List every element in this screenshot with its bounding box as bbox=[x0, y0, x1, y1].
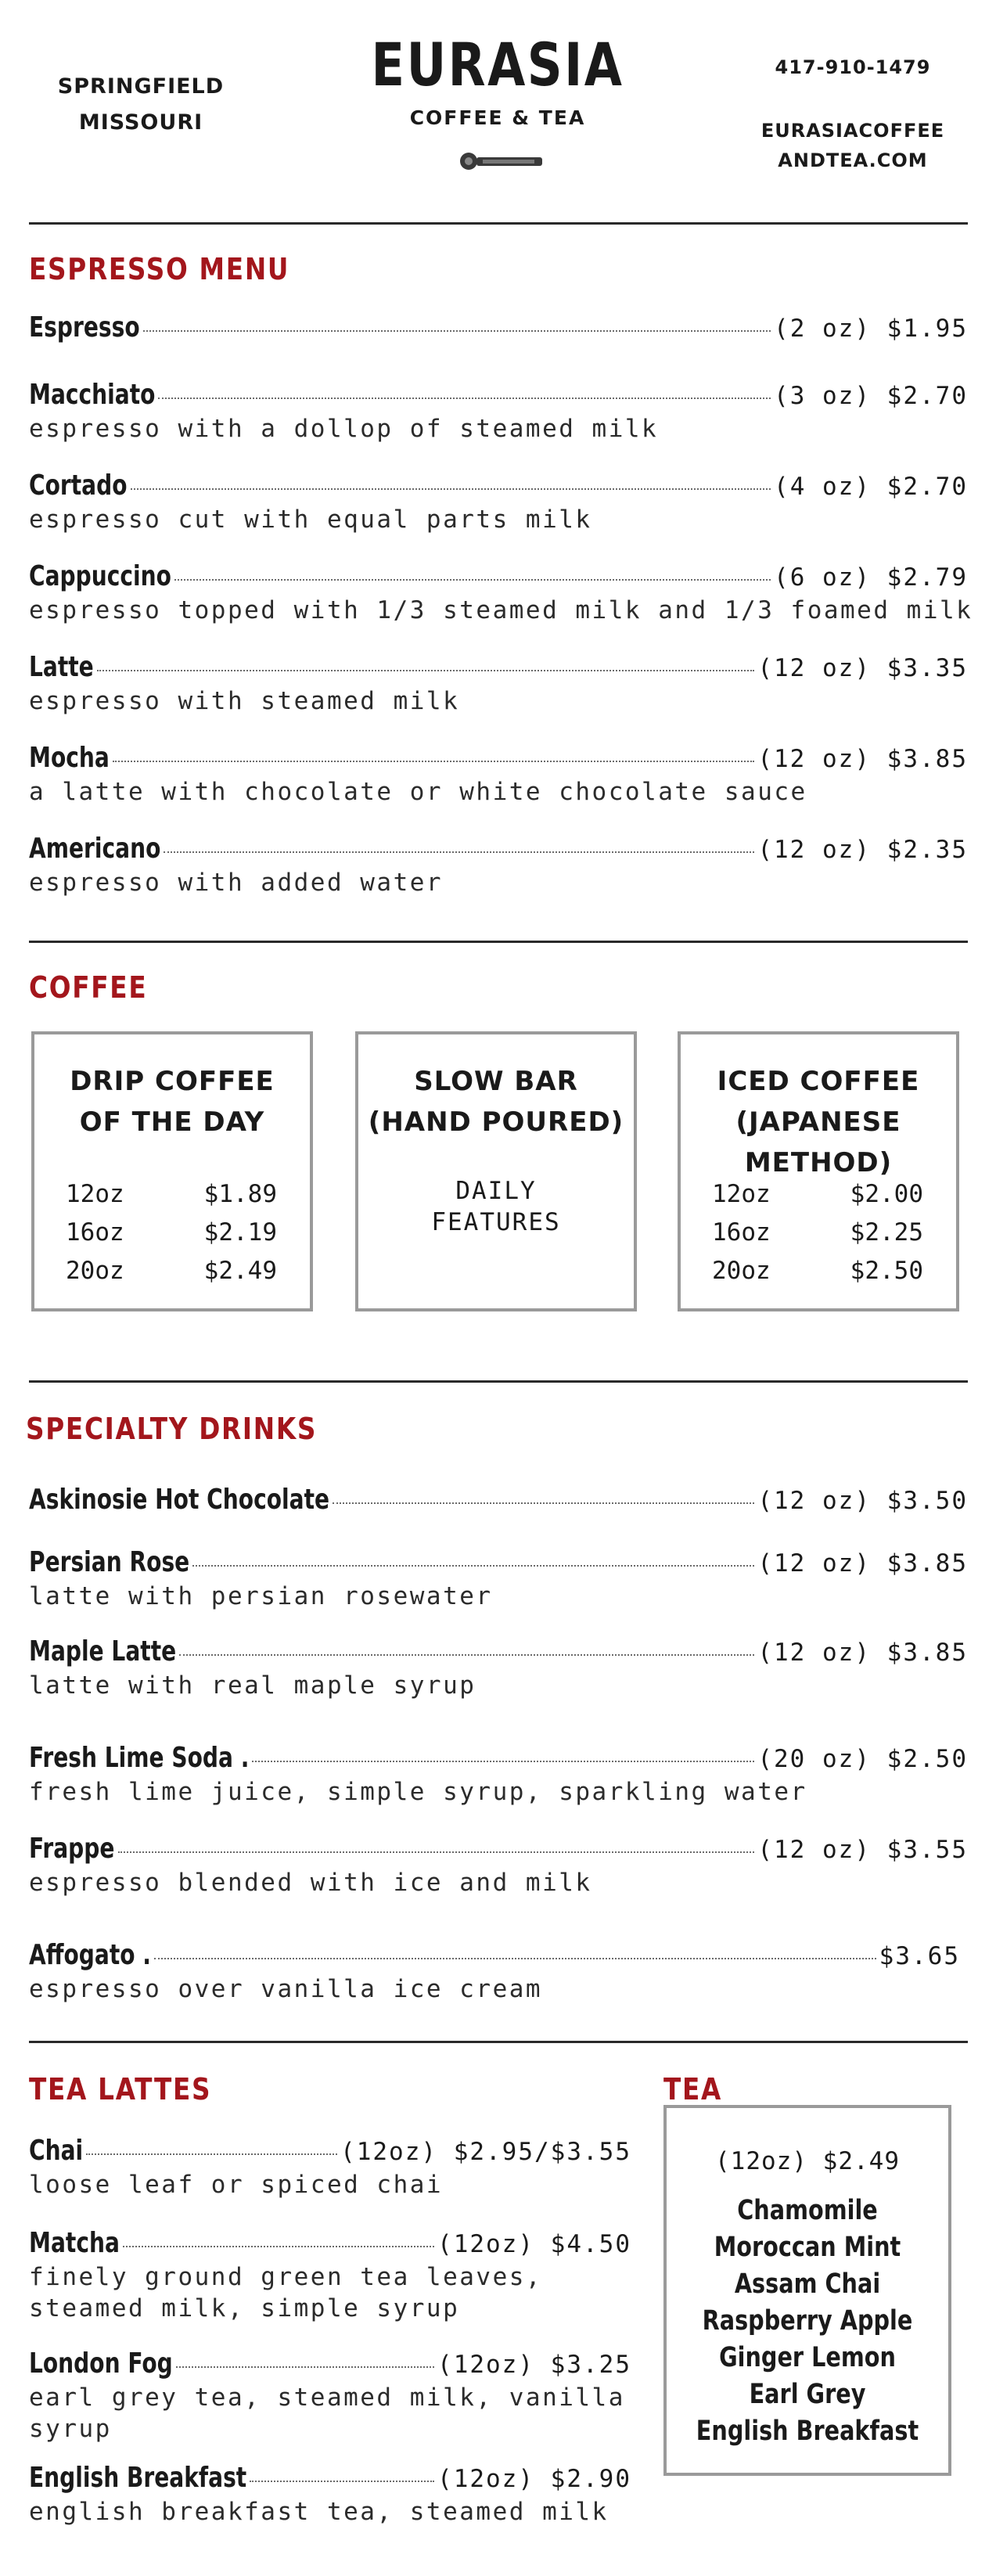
website bbox=[751, 116, 955, 175]
item-name: London Fog bbox=[29, 2348, 173, 2380]
menu-item bbox=[29, 311, 968, 346]
phone-number: 417-910-1479 bbox=[775, 56, 931, 78]
item-name: Chai bbox=[29, 2135, 84, 2167]
item-description: espresso with steamed milk bbox=[29, 687, 460, 715]
menu-item bbox=[29, 651, 968, 717]
slow-title-line2: (HAND POURED) bbox=[368, 1106, 624, 1138]
menu-item bbox=[29, 2227, 631, 2324]
divider bbox=[29, 1380, 968, 1383]
size-label: 12oz bbox=[712, 1180, 771, 1208]
item-name: English Breakfast bbox=[29, 2462, 247, 2494]
feature-line2: FEATURES bbox=[431, 1208, 561, 1236]
item-price: (4 oz) $2.70 bbox=[774, 473, 968, 501]
item-price: (20 oz) $2.50 bbox=[757, 1745, 968, 1773]
tea-variety: Assam Chai bbox=[734, 2268, 881, 2300]
menu-item bbox=[29, 833, 968, 898]
website-line2: ANDTEA.COM bbox=[778, 149, 928, 171]
item-price: (2 oz) $1.95 bbox=[774, 315, 968, 343]
item-name: Cappuccino bbox=[29, 560, 171, 592]
item-price: (12 oz) $3.50 bbox=[757, 1487, 968, 1515]
item-name: Macchiato bbox=[29, 379, 156, 411]
tea-lattes-section-title: TEA LATTES bbox=[29, 2072, 212, 2106]
feature-line1: DAILY bbox=[455, 1177, 537, 1205]
item-price: (12 oz) $3.85 bbox=[757, 1549, 968, 1578]
item-description: espresso cut with equal parts milk bbox=[29, 505, 592, 534]
size-price: $2.25 bbox=[850, 1218, 923, 1247]
item-name: Cortado bbox=[29, 470, 128, 502]
item-description: a latte with chocolate or white chocolate sauce bbox=[29, 778, 807, 806]
menu-item bbox=[29, 470, 968, 535]
price-row bbox=[66, 1214, 286, 1252]
item-name: Matcha bbox=[29, 2227, 120, 2259]
item-description: espresso topped with 1/3 steamed milk and 1/3 foamed milk bbox=[29, 596, 973, 624]
price-row bbox=[712, 1214, 933, 1252]
menu-item bbox=[29, 2135, 631, 2200]
location bbox=[47, 69, 235, 141]
size-price: $2.00 bbox=[850, 1180, 923, 1208]
tea-variety: English Breakfast bbox=[696, 2416, 919, 2447]
menu-item bbox=[29, 1635, 968, 1701]
location-state: MISSOURI bbox=[78, 110, 203, 135]
drip-title-line2: OF THE DAY bbox=[79, 1106, 265, 1138]
item-name: Askinosie Hot Chocolate bbox=[29, 1484, 330, 1516]
iced-title-line1: ICED COFFEE bbox=[717, 1066, 920, 1097]
size-label: 16oz bbox=[66, 1218, 124, 1247]
brand-subtitle: COFFEE & TEA bbox=[409, 106, 586, 129]
menu-item bbox=[29, 2348, 631, 2445]
iced-coffee-box bbox=[678, 1031, 959, 1311]
divider bbox=[29, 2041, 968, 2043]
tea-section-title: TEA bbox=[663, 2072, 723, 2106]
item-price: (12oz) $2.90 bbox=[437, 2465, 631, 2493]
item-price: (12 oz) $3.85 bbox=[757, 745, 968, 773]
item-name: Americano bbox=[29, 833, 161, 865]
drip-title-line1: DRIP COFFEE bbox=[70, 1066, 275, 1097]
item-description: finely ground green tea leaves, bbox=[29, 2263, 543, 2291]
menu-item bbox=[29, 1546, 968, 1612]
item-description: latte with real maple syrup bbox=[29, 1671, 476, 1700]
menu-item bbox=[29, 742, 968, 808]
menu-item bbox=[29, 379, 968, 444]
menu-item bbox=[29, 2462, 631, 2527]
item-description-cont: steamed milk, simple syrup bbox=[29, 2294, 460, 2322]
item-price: (12oz) $4.50 bbox=[437, 2230, 631, 2258]
coffee-section-title: COFFEE bbox=[29, 970, 148, 1005]
menu-item bbox=[29, 1484, 968, 1518]
item-name: Affogato . bbox=[29, 1939, 151, 1971]
item-price: $3.65 bbox=[879, 1942, 960, 1970]
item-name: Frappe bbox=[29, 1833, 115, 1865]
size-label: 20oz bbox=[66, 1257, 124, 1285]
item-description: espresso with added water bbox=[29, 869, 444, 897]
espresso-section-title: ESPRESSO MENU bbox=[29, 252, 290, 286]
menu-item bbox=[29, 1742, 968, 1808]
tea-variety: Moroccan Mint bbox=[714, 2232, 901, 2263]
size-label: 12oz bbox=[66, 1180, 124, 1208]
menu-item bbox=[29, 1939, 960, 2005]
price-row bbox=[712, 1175, 933, 1214]
item-description: espresso with a dollop of steamed milk bbox=[29, 415, 659, 443]
size-price: $2.50 bbox=[850, 1257, 923, 1285]
item-name: Espresso bbox=[29, 311, 140, 344]
slow-title-line1: SLOW BAR bbox=[414, 1066, 578, 1097]
tea-variety: Chamomile bbox=[737, 2195, 878, 2226]
logo-icon bbox=[458, 150, 545, 172]
item-description: latte with persian rosewater bbox=[29, 1582, 493, 1610]
item-price: (6 oz) $2.79 bbox=[774, 563, 968, 592]
size-price: $2.49 bbox=[203, 1257, 277, 1285]
tea-box bbox=[663, 2105, 951, 2476]
item-description: espresso blended with ice and milk bbox=[29, 1869, 592, 1897]
item-price: (12 oz) $3.85 bbox=[757, 1639, 968, 1667]
item-price: (12 oz) $2.35 bbox=[757, 836, 968, 864]
specialty-section-title: SPECIALTY DRINKS bbox=[26, 1412, 318, 1446]
divider bbox=[29, 941, 968, 943]
location-city: SPRINGFIELD bbox=[57, 74, 225, 99]
size-label: 20oz bbox=[712, 1257, 771, 1285]
brand-name: EURASIA bbox=[371, 30, 624, 99]
size-price: $2.19 bbox=[203, 1218, 277, 1247]
item-name: Fresh Lime Soda . bbox=[29, 1742, 250, 1774]
item-price: (3 oz) $2.70 bbox=[774, 382, 968, 410]
item-name: Latte bbox=[29, 651, 94, 683]
slow-bar-box bbox=[355, 1031, 637, 1311]
tea-variety: Earl Grey bbox=[749, 2379, 866, 2410]
item-description: espresso over vanilla ice cream bbox=[29, 1975, 543, 2003]
menu-item bbox=[29, 1833, 968, 1898]
divider bbox=[29, 222, 968, 225]
price-row bbox=[66, 1252, 286, 1290]
tea-list bbox=[667, 2193, 948, 2450]
item-price: (12oz) $2.95/$3.55 bbox=[340, 2138, 631, 2166]
size-price: $1.89 bbox=[203, 1180, 277, 1208]
item-price: (12 oz) $3.35 bbox=[757, 654, 968, 682]
iced-title-line2: (JAPANESE METHOD) bbox=[735, 1106, 901, 1178]
item-description: fresh lime juice, simple syrup, sparkling water bbox=[29, 1778, 807, 1806]
item-description: english breakfast tea, steamed milk bbox=[29, 2498, 609, 2526]
item-name: Mocha bbox=[29, 742, 110, 774]
item-description: loose leaf or spiced chai bbox=[29, 2171, 444, 2199]
item-description: earl grey tea, steamed milk, vanilla bbox=[29, 2384, 625, 2412]
price-row bbox=[712, 1252, 933, 1290]
tea-price: (12oz) $2.49 bbox=[715, 2147, 900, 2175]
website-line1: EURASIACOFFEE bbox=[760, 120, 945, 142]
price-row bbox=[66, 1175, 286, 1214]
size-label: 16oz bbox=[712, 1218, 771, 1247]
tea-variety: Ginger Lemon bbox=[719, 2342, 896, 2373]
item-name: Persian Rose bbox=[29, 1546, 190, 1578]
item-description-cont: syrup bbox=[29, 2415, 112, 2443]
item-name: Maple Latte bbox=[29, 1635, 177, 1668]
tea-variety: Raspberry Apple bbox=[702, 2305, 913, 2337]
item-price: (12 oz) $3.55 bbox=[757, 1836, 968, 1864]
menu-item bbox=[29, 560, 973, 626]
drip-coffee-box bbox=[31, 1031, 313, 1311]
item-price: (12oz) $3.25 bbox=[437, 2351, 631, 2379]
